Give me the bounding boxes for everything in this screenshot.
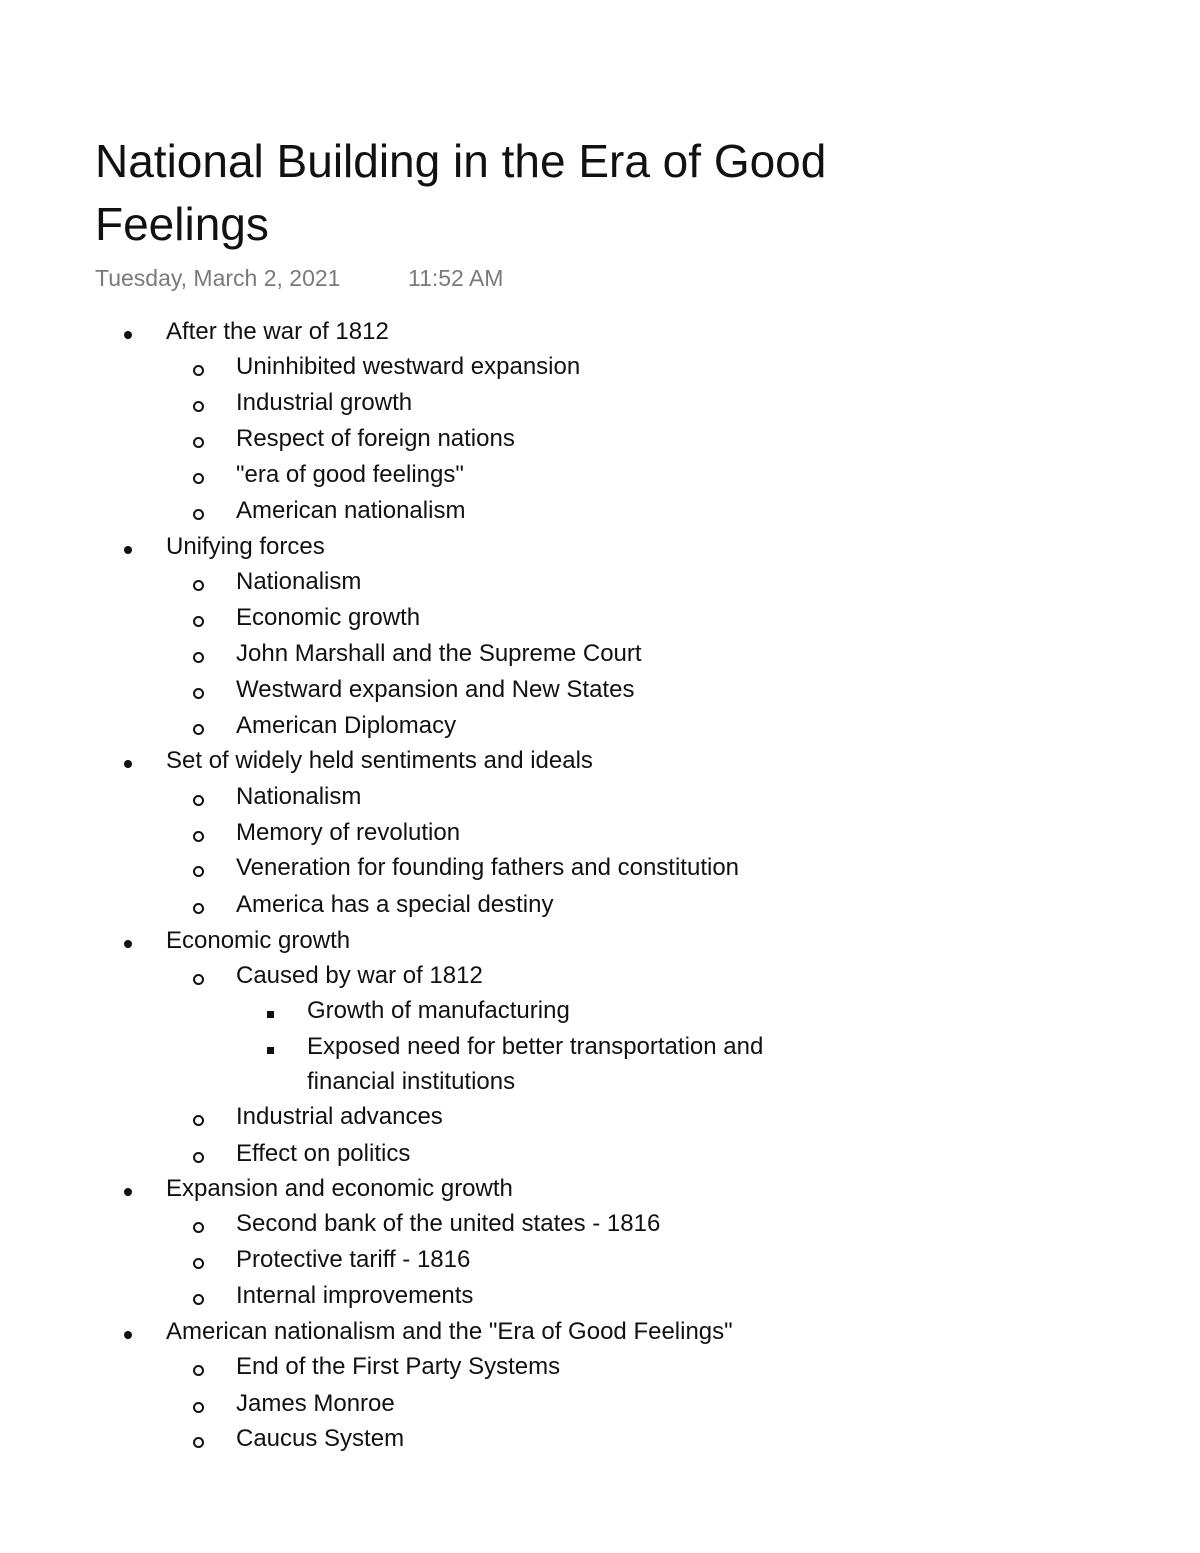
list-item-text: Industrial growth (236, 389, 413, 416)
list-item-text: Internal improvements (236, 1282, 474, 1309)
list-item-text: Caused by war of 1812 (236, 962, 483, 989)
list-item-text: Industrial advances (236, 1103, 443, 1130)
list-item-text: American Diplomacy (236, 712, 457, 739)
bullet-dot-icon (124, 746, 132, 776)
list-item-text: America has a special destiny (236, 891, 554, 918)
bullet-circle-icon (193, 1352, 204, 1384)
list-item-text: American nationalism and the "Era of Good Feelings" (166, 1318, 733, 1345)
page-title: National Building in the Era of Good Feelings (95, 135, 827, 250)
list-item-text: After the war of 1812 (166, 318, 389, 345)
bullet-circle-icon (193, 1281, 204, 1313)
list-item-text: Unifying forces (166, 533, 325, 560)
note-time: 11:52 AM (408, 265, 504, 291)
list-item-text: Economic growth (236, 604, 421, 631)
list-item-text: Economic growth (166, 927, 351, 954)
bullet-circle-icon (193, 853, 204, 885)
list-item-text: John Marshall and the Supreme Court (236, 640, 642, 667)
bullet-circle-icon (193, 1245, 204, 1277)
list-item-text: Nationalism (236, 568, 362, 595)
bullet-circle-icon (193, 1102, 204, 1134)
bullet-circle-icon (193, 460, 204, 492)
bullet-circle-icon (193, 818, 204, 850)
list-item-text: Respect of foreign nations (236, 425, 515, 452)
list-item-text: Exposed need for better transportation and (307, 1033, 764, 1060)
note-date: Tuesday, March 2, 2021 (95, 265, 341, 291)
list-item-text: Growth of manufacturing (307, 997, 570, 1024)
bullet-dot-icon (124, 1317, 132, 1347)
list-item-text: Effect on politics (236, 1140, 411, 1167)
bullet-circle-icon (193, 496, 204, 528)
bullet-dot-icon (124, 532, 132, 562)
bullet-circle-icon (193, 890, 204, 922)
bullet-circle-icon (193, 639, 204, 671)
list-item-text: American nationalism (236, 497, 466, 524)
bullet-circle-icon (193, 1139, 204, 1171)
bullet-square-icon (267, 1032, 274, 1062)
bullet-circle-icon (193, 1209, 204, 1241)
bullet-circle-icon (193, 567, 204, 599)
list-item-text: Veneration for founding fathers and constitution (236, 854, 740, 881)
bullet-circle-icon (193, 675, 204, 707)
bullet-circle-icon (193, 424, 204, 456)
bullet-circle-icon (193, 352, 204, 384)
list-item-text: Expansion and economic growth (166, 1175, 513, 1202)
list-item-text: Protective tariff - 1816 (236, 1246, 471, 1273)
list-item-text: Second bank of the united states - 1816 (236, 1210, 661, 1237)
bullet-dot-icon (124, 1174, 132, 1204)
bullet-circle-icon (193, 388, 204, 420)
list-item-text: James Monroe (236, 1390, 395, 1417)
bullet-circle-icon (193, 1389, 204, 1421)
list-item-text: Memory of revolution (236, 819, 461, 846)
bullet-circle-icon (193, 782, 204, 814)
list-item-text: Westward expansion and New States (236, 676, 635, 703)
bullet-dot-icon (124, 317, 132, 347)
bullet-square-icon (267, 996, 274, 1026)
bullet-dot-icon (124, 926, 132, 956)
bullet-circle-icon (193, 961, 204, 993)
bullet-circle-icon (193, 1424, 204, 1456)
list-item-text: End of the First Party Systems (236, 1353, 561, 1380)
bullet-circle-icon (193, 603, 204, 635)
list-item-text: Nationalism (236, 783, 362, 810)
list-item-text: Uninhibited westward expansion (236, 353, 581, 380)
bullet-circle-icon (193, 711, 204, 743)
list-item-text: Caucus System (236, 1425, 405, 1452)
list-item-text: Set of widely held sentiments and ideals (166, 747, 593, 774)
list-item-text: "era of good feelings" (236, 461, 464, 488)
list-item-text: financial institutions (307, 1068, 516, 1095)
